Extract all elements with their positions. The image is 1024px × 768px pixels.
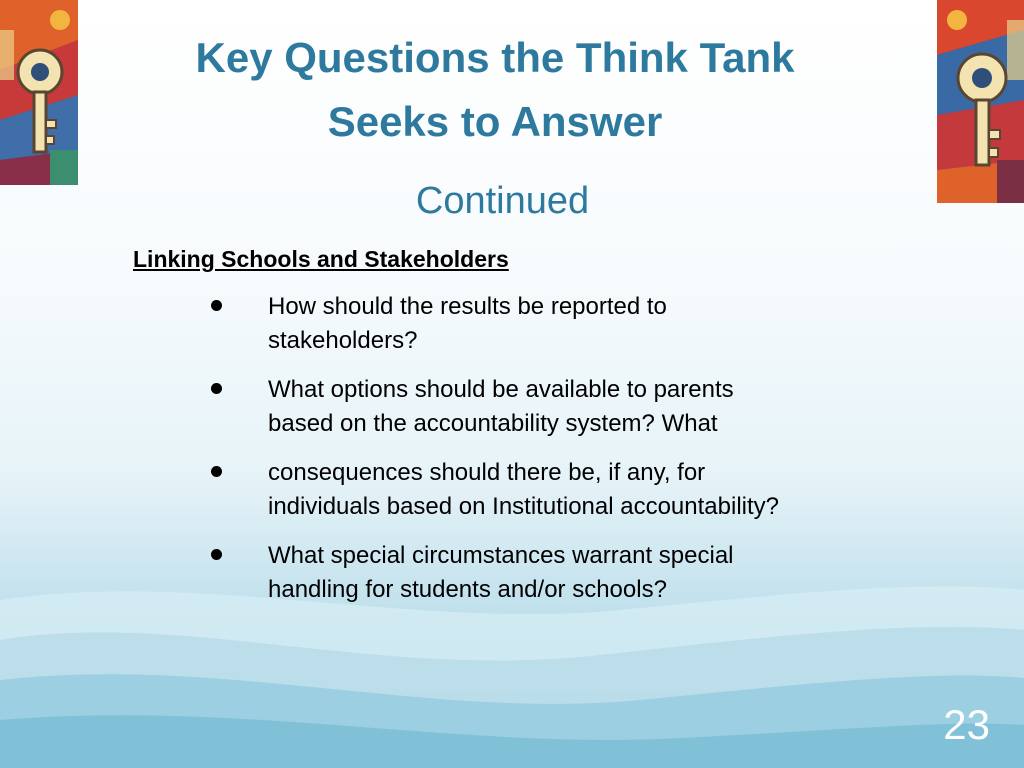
slide-title <box>90 26 900 154</box>
bullet-dot-icon <box>211 383 222 394</box>
section-heading: Linking Schools and Stakeholders <box>133 246 509 272</box>
slide-title-line-1: Key Questions the Think Tank <box>195 34 795 81</box>
bullet-line: How should the results be reported to <box>268 293 667 320</box>
bullet-line: What options should be available to parents <box>268 376 734 403</box>
bullet-line: based on the accountability system? What <box>268 410 718 437</box>
bullet-dot-icon <box>211 300 222 311</box>
bullet-dot-icon <box>211 466 222 477</box>
slide-title-line-2: Seeks to Answer <box>327 98 663 145</box>
bullet-text <box>268 290 908 358</box>
bullet-line: What special circumstances warrant special <box>268 542 734 569</box>
bullet-text <box>268 456 908 524</box>
bullet-text <box>268 539 908 607</box>
slide-subtitle: Continued <box>415 180 590 222</box>
key-collage-icon <box>937 0 1024 203</box>
key-collage-icon <box>0 0 78 185</box>
slide-number: 23 <box>943 701 990 748</box>
bullet-dot-icon <box>211 549 222 560</box>
bullet-line: individuals based on Institutional accountability? <box>268 493 779 520</box>
bullet-line: consequences should there be, if any, for <box>268 459 706 486</box>
bullet-line: handling for students and/or schools? <box>268 576 667 603</box>
bullet-line: stakeholders? <box>268 327 418 354</box>
bullet-text <box>268 373 908 441</box>
